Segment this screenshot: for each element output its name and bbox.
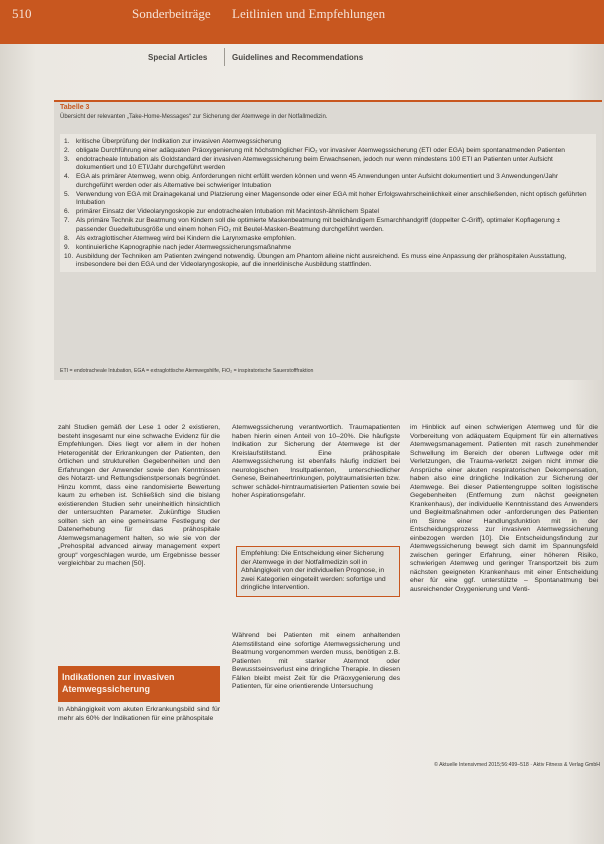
table-row [64,156,592,173]
row-number: 7. [64,217,70,225]
subhead-divider [224,48,225,66]
row-number: 8. [64,234,70,242]
table-row [64,244,592,252]
subhead-left: Special Articles [148,53,208,62]
row-number: 2. [64,147,70,154]
table-label: Tabelle 3 [60,104,90,111]
row-text: obligate Durchführung einer adäquaten Präoxygenierung mit höchstmöglicher FiO₂ vor invasiver Atemwegssicherung (ETI oder EGA) beim spontanatmenden Patienten [76,147,565,154]
column-2-text: Atemwegssicherung verantwortlich. Traumapatienten haben hierin einen Anteil von 10–20%. Die häufigste Indikation zur Sicherung der Atemwege ist der Kreislaufstillstand. Eine prähospitale Atemwegssicherung ist ebenfalls häufig indiziert bei neurologischen Insultpatienten, unterschiedlicher Genese, Beinaheertrinkungen, polytraumatisierten bzw. schwer schädel-hirntraumatisierten Patienten sowie bei hoher Aspirationsgefahr. [232,424,400,499]
section-heading: Indikationen zur invasiven Atemwegssicherung [58,666,220,702]
row-text: kritische Überprüfung der Indikation zur invasiven Atemwegssicherung [76,138,282,145]
row-text: primärer Einsatz der Videolaryngoskopie zur endotrachealen Intubation mit Macintosh-ähnlichem Spatel [76,208,379,216]
table-row [64,208,592,216]
table-body [60,134,596,272]
topic-title: Leitlinien und Empfehlungen [232,6,386,21]
table-row [64,173,592,190]
page-footer: © Aktuelle Intensivmed 2015;56:499–518 · Aktiv Fitness & Verlag GmbH [434,762,600,768]
page-number: 510 [12,6,32,21]
row-number: 9. [64,243,70,251]
row-text: Ausbildung der Techniken am Patienten zwingend notwendig. Übungen am Phantom alleine nicht ausreichend. Es muss eine Anpassung der prähospitalen Ausstattung, insbesondere bei den EGA und der Videolaryngoskopie, auf die innerklinische Ausbildung stattfinden. [76,252,567,269]
row-number: 10. [64,252,74,260]
row-text: EGA als primärer Atemweg, wenn obig. Anforderungen nicht erfüllt werden können und wenn 45 Anwendungen unter Aufsicht dokumentiert und 3 Anwendungen/Jahr durchgeführt werden oder als Alternative bei schwieriger Intubation [76,173,559,189]
column-1-text: zahl Studien gemäß der Lese 1 oder 2 existieren, besteht insgesamt nur eine schwache Evidenz für die Empfehlungen. Dies liegt vor allem in der hohen Heterogenität der Erkrankungen der Patienten, den örtlichen und strukturellen Gegebenheiten und den Erfahrungen der Anwender sowie den Kenntnissen des Notarzt- und Rettungsdienstpersonals begründet. Hinzu kommt, dass eine randomisierte Bewertung kaum zu erheben ist. Schließlich sind die bislang existierenden Studien sehr uneinheitlich hinsichtlich der untersuchten Parameter. Zukünftige Studien sollten sich an eine gemeinsame Festlegung der Datenerhebung für das prähospitale Atemwegsmanagement halten, so wie sie von der „Prehospital advanced airway management expert group“ vorgeschlagen wurde, um Ergebnisse besser vergleichbar zu machen [50]. [58,424,220,567]
row-text: Als extraglottischer Atemweg wird bei Kindern die Larynxmaske empfohlen. [76,234,296,242]
column-1-continued: In Abhängigkeit vom akuten Erkrankungsbild sind für mehr als 60% der Indikationen für eine prähospitale [58,706,220,722]
table-row [64,138,592,146]
row-number: 4. [64,173,70,181]
section-title: Sonderbeiträge [132,6,211,21]
table-row [64,235,592,243]
table-row [64,191,592,208]
row-number: 1. [64,138,70,145]
subhead-right: Guidelines and Recommendations [232,53,364,62]
header-bar [0,0,604,44]
summary-table [54,100,602,380]
table-footnote: ETI = endotracheale Intubation, EGA = extraglottische Atemwegshilfe, FiO₂ = inspiratorische Sauerstofffraktion [60,368,314,374]
recommendation-box: Empfehlung: Die Entscheidung einer Sicherung der Atemwege in der Notfallmedizin soll in Abhängigkeit von der individuellen Prognose, in zwei Kategorien eingeteilt werden: sofortige und dringliche Intervention. [236,546,400,597]
row-number: 6. [64,208,70,216]
table-row [64,253,592,270]
row-number: 3. [64,156,70,163]
row-text: Verwendung von EGA mit Drainagekanal und Platzierung einer Magensonde oder einer EGA mit hoher Erfolgswahrscheinlichkeit einer anschließenden, nicht optisch geführten Intubation [76,190,587,207]
table-caption: Übersicht der relevanten „Take-Home-Messages“ zur Sicherung der Atemwege in der Notfallmedizin. [60,114,328,120]
column-2-continued: Während bei Patienten mit einem anhaltenden Atemstillstand eine sofortige Atemwegssicherung und Beatmung vorgenommen werden muss, benötigen z.B. Patienten mit starker Atemnot oder Bewusstseinsverlust eine dringliche Therapie. In diesen Fällen bleibt meist Zeit für die Präoxygenierung des Patienten, für eine orientierende Untersuchung [232,632,400,690]
row-number: 5. [64,190,70,198]
table-row [64,217,592,234]
row-text: endotracheale Intubation als Goldstandard der invasiven Atemwegssicherung beim Erwachsenen, jedoch nur wenn mindestens 100 ETI an Patienten unter Aufsicht dokumentiert und 10 ETI/Jahr durchgeführt werden [76,156,553,172]
table-row [64,147,592,155]
row-text: Als primäre Technik zur Beatmung von Kindern soll die optimierte Maskenbeatmung mit beidhändigem Esmarchhandgriff (doppelter C-Griff), optimaler Kopflagerung ± passender Guedeltubusgröße und einem hohen FiO₂ mit Beutel-Masken-Beatmung durchgeführt werden. [76,217,561,233]
column-3-text: im Hinblick auf einen schwierigen Atemweg und für die Vorbereitung von adäquatem Equipment für ein alternatives Atemwegsmanagement. Patienten mit rasch zunehmender Schwellung im Bereich der oberen Luftwege oder mit Verletzungen, die Trauma-verletzt zeigen nicht immer die Ansprüche einer akuten respiratorischen Dekompensation, haben also eine dringliche Indikation zur Sicherung der Atemwege. Bei dieser Patientengruppe sollten logistische Gegebenheiten (Entfernung zum nächst geeigneten Krankenhaus), der individuelle Kenntnisstand des Anwenders und Begleitmaßnahmen oder -anforderungen des Patienten im Sinne einer Handlungsfunktion mit in der Entscheidungsprozess zur invasiven Atemwegssicherung einbezogen werden [10]. Die Entscheidungsfindung zur Atemwegssicherung bewegt sich damit im Spannungsfeld zwischen geringer Erfahrung, einer höheren Risiko, schwierigen Atemweg und geringer Transportzeit bis zum nächsten geeigneten Krankenhaus mit einer Entscheidung eher für eine ggf. unterstützte – Spontanatmung bei ausreichender Oxygenierung und Venti- [410,424,598,593]
row-text: kontinuierliche Kapnographie nach jeder Atemwegssicherungsmaßnahme [76,243,292,251]
